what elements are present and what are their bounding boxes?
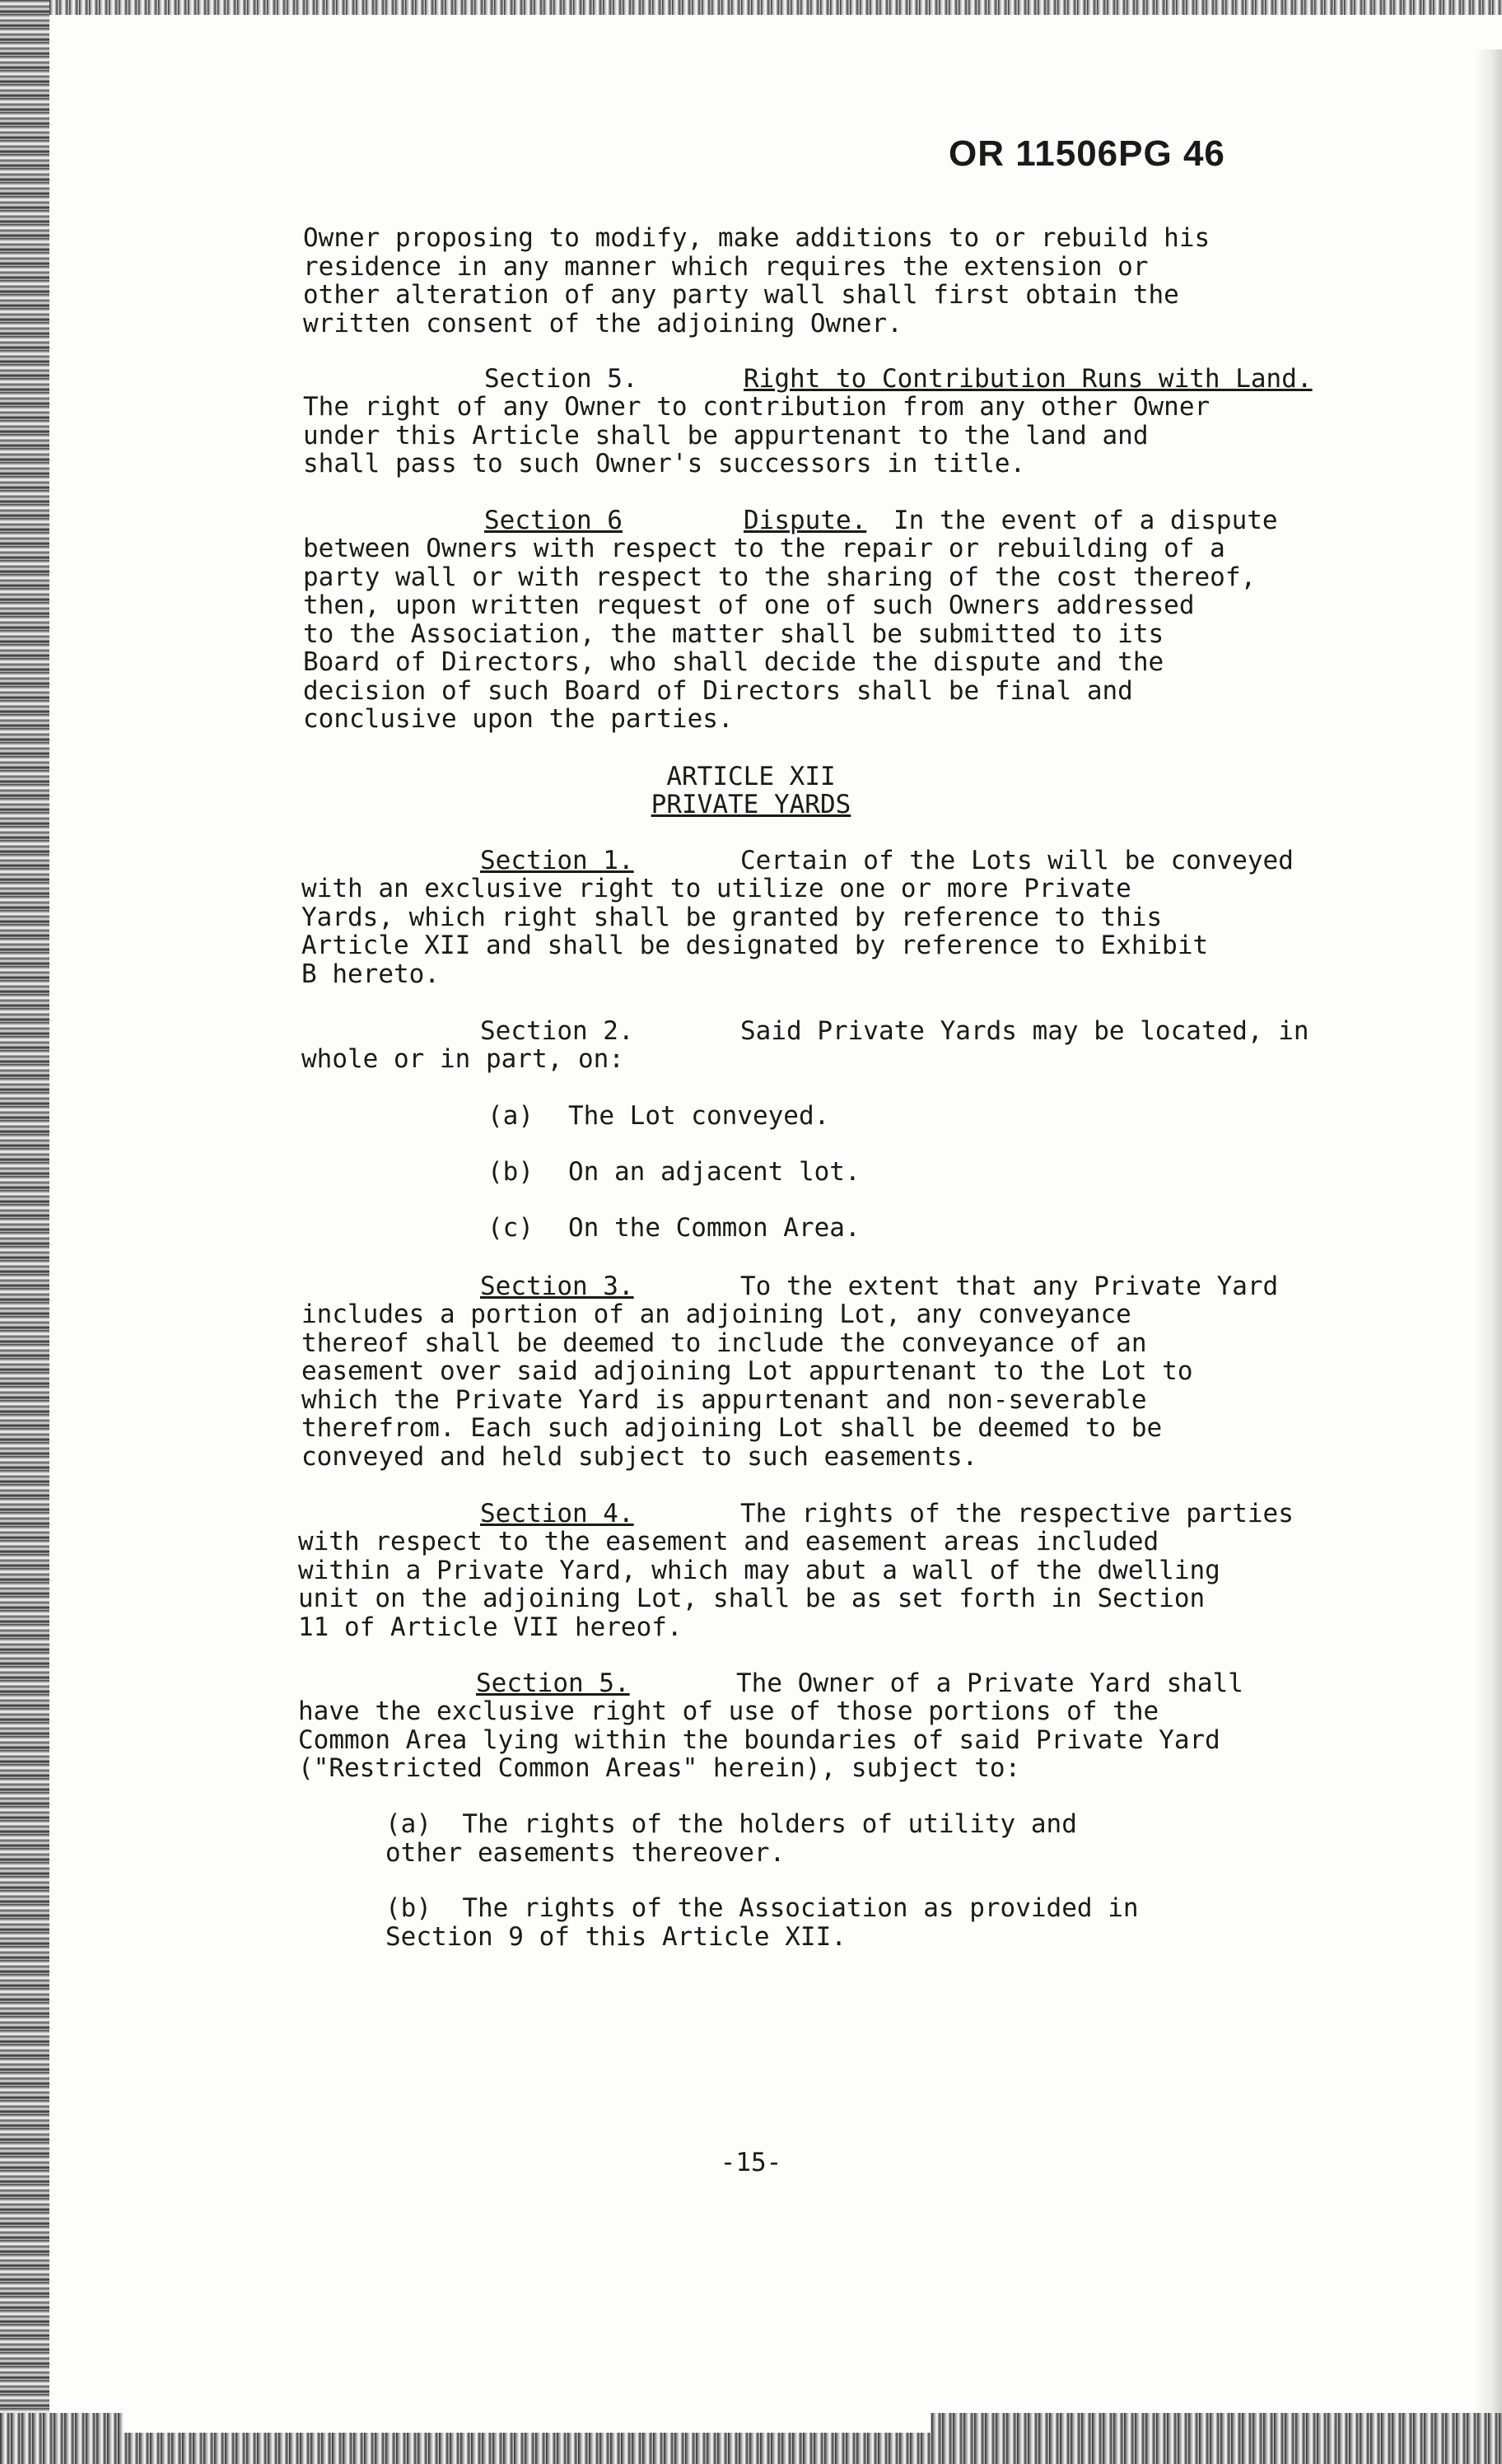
section-1-body: with an exclusive right to utilize one or more Private Yards, which right shall be granted by reference to this Article XII and shall be designated by reference to Exhibit B hereto.: [301, 874, 1209, 989]
article-11-section-5-title: Right to Contribution Runs with Land.: [744, 364, 1313, 394]
section-3-body: includes a portion of an adjoining Lot, any conveyance thereof shall be deemed to include the conveyance of an easement over said adjoining Lot appurtenant to the Lot to which the Private Yard is appurtenant and non-severable therefrom. Each such adjoining Lot shall be deemed to be conveyed and held subject to such easements.: [301, 1300, 1193, 1472]
section-4-first-line: The rights of the respective parties: [740, 1499, 1294, 1528]
scan-border-left: [0, 0, 49, 2464]
article-11-section-6-title: Dispute.: [744, 506, 867, 535]
section-1-first-line: Certain of the Lots will be conveyed: [740, 846, 1294, 875]
section-4-body: with respect to the easement and easement areas included within a Private Yard, which may abut a wall of the dwelling unit on the adjoining Lot, shall be as set forth in Section 11 of Article VII hereof.: [298, 1527, 1220, 1642]
article-11-section-5-heading: Section 5.: [484, 364, 638, 394]
section-5-heading: Section 5.: [476, 1668, 630, 1698]
section-2-item-c-label: (c): [487, 1213, 534, 1243]
section-3-first-line: To the extent that any Private Yard: [740, 1272, 1279, 1301]
scan-paper-top: [49, 15, 1502, 49]
section-2-item-a-label: (a): [487, 1101, 534, 1131]
section-1-heading: Section 1.: [480, 846, 634, 875]
section-2-item-b-label: (b): [487, 1157, 534, 1187]
article-number: ARTICLE XII: [666, 762, 836, 791]
section-2-body: whole or in part, on:: [301, 1044, 624, 1074]
scan-border-right: [1474, 49, 1502, 2413]
intro-paragraph: Owner proposing to modify, make additions to or rebuild his residence in any manner which requires the extension or other alteration of any party wall shall first obtain the written consent of the adjoining Owner.: [303, 223, 1210, 338]
section-2-item-b-text: On an adjacent lot.: [568, 1157, 861, 1187]
section-2-item-a-text: The Lot conveyed.: [568, 1101, 830, 1131]
section-3-heading: Section 3.: [480, 1272, 634, 1301]
section-2-first-line: Said Private Yards may be located, in: [740, 1016, 1309, 1046]
scan-paper-bottom: [124, 2413, 931, 2433]
page-number: -15-: [720, 2148, 782, 2177]
section-5-body: have the exclusive right of use of those portions of the Common Area lying within the boundaries of said Private Yard ("Restricted Common Areas" herein), subject to:: [298, 1696, 1220, 1783]
section-2-item-c-text: On the Common Area.: [568, 1213, 861, 1243]
article-11-section-6-first-line: In the event of a dispute: [893, 506, 1278, 535]
section-5-item-b: (b) The rights of the Association as provided in Section 9 of this Article XII.: [385, 1893, 1139, 1952]
article-11-section-6-body: between Owners with respect to the repair or rebuilding of a party wall or with respect to the sharing of the cost thereof, then, upon written request of one of such Owners addressed to the Association, the matter shall be submitted to its Board of Directors, who shall decide the dispute and the decision of such Board of Directors shall be final and conclusive upon the parties.: [303, 534, 1257, 734]
section-5-first-line: The Owner of a Private Yard shall: [736, 1668, 1243, 1698]
article-11-section-6-heading: Section 6: [484, 506, 623, 535]
section-5-item-a: (a) The rights of the holders of utility and other easements thereover.: [385, 1809, 1077, 1868]
article-11-section-5-body: The right of any Owner to contribution from any other Owner under this Article shall be appurtenant to the land and shall pass to such Owner's successors in title.: [303, 392, 1210, 478]
article-title: PRIVATE YARDS: [651, 790, 851, 819]
section-2-heading: Section 2.: [480, 1016, 634, 1046]
document-reference-number: OR 11506PG 46: [949, 133, 1225, 174]
section-4-heading: Section 4.: [480, 1499, 634, 1528]
